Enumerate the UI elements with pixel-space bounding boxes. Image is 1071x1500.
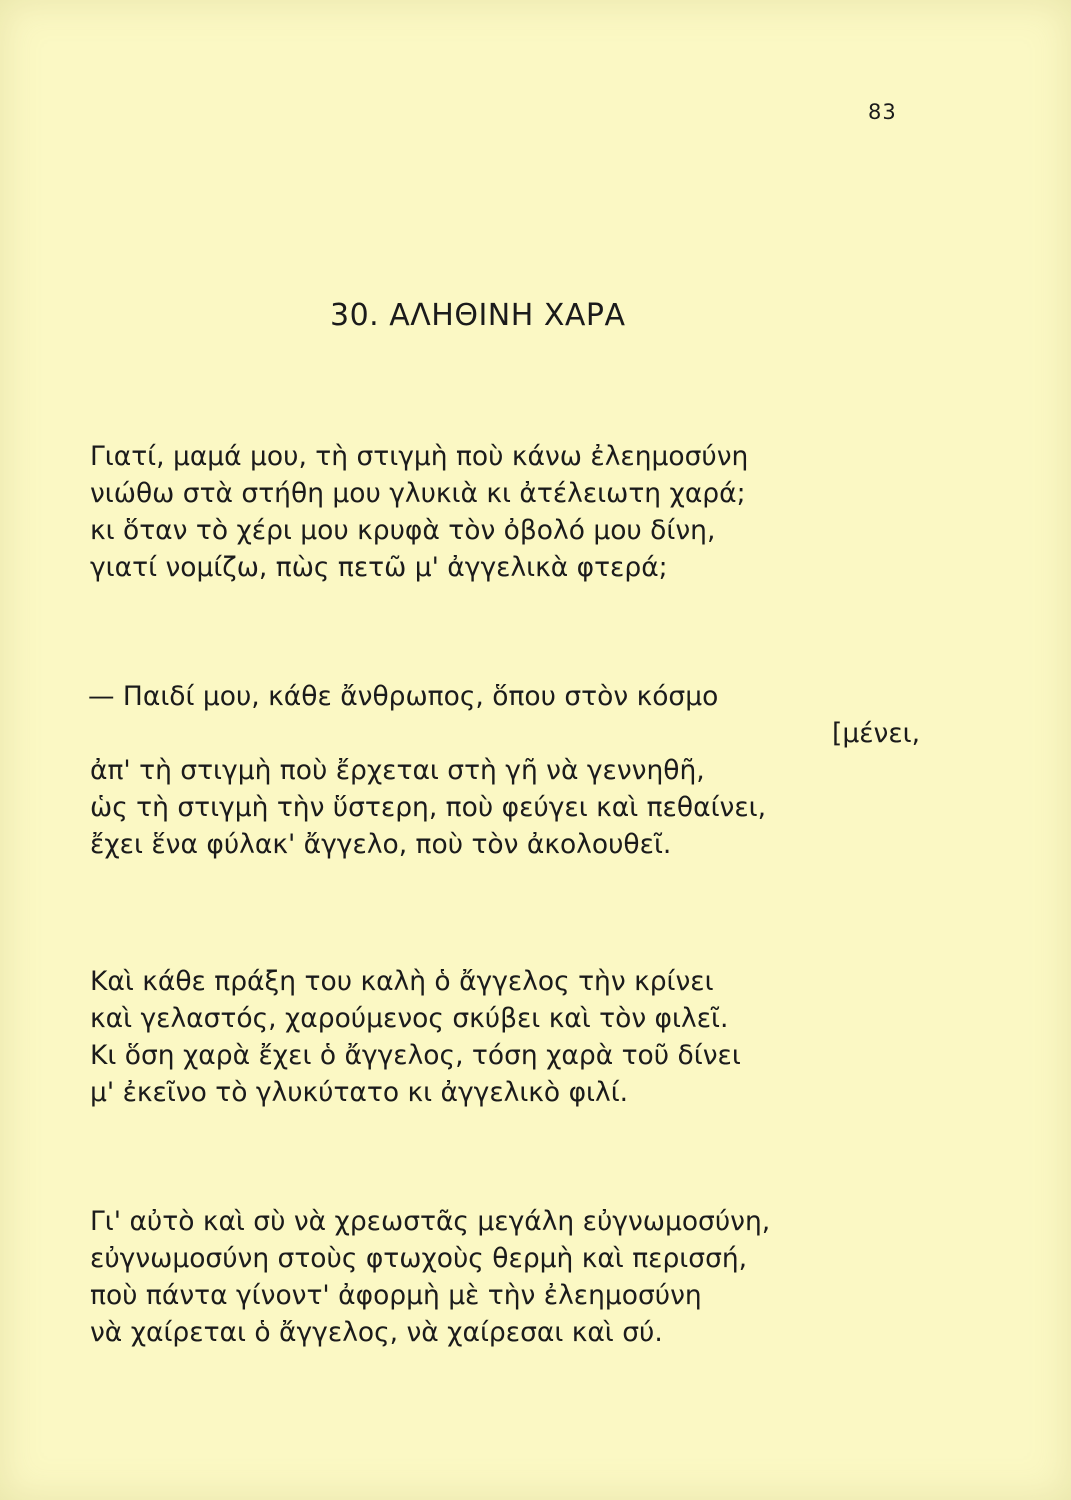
verse-line: Κι ὅση χαρὰ ἔχει ὁ ἄγγελος, τόση χαρὰ τοῦ δίνει <box>90 1040 741 1071</box>
verse-line: Καὶ κάθε πράξη του καλὴ ὁ ἄγγελος τὴν κρίνει <box>90 966 714 997</box>
verse-line: ἔχει ἕνα φύλακ' ἄγγελο, ποὺ τὸν ἀκολουθεῖ. <box>90 829 672 860</box>
verse-line: Γι' αὐτὸ καὶ σὺ νὰ χρεωστᾶς μεγάλη εὐγνωμοσύνη, <box>90 1206 771 1237</box>
verse-line: νὰ χαίρεται ὁ ἄγγελος, νὰ χαίρεσαι καὶ σύ. <box>90 1317 663 1348</box>
verse-line: ἀπ' τὴ στιγμὴ ποὺ ἔρχεται στὴ γῆ νὰ γεννηθῆ, <box>90 755 705 786</box>
verse-line: ὡς τὴ στιγμὴ τὴν ὕστερη, ποὺ φεύγει καὶ πεθαίνει, <box>90 792 767 823</box>
verse-line: κι ὅταν τὸ χέρι μου κρυφὰ τὸν ὀβολό μου δίνη, <box>90 515 716 546</box>
verse-line: Γιατί, μαμά μου, τὴ στιγμὴ ποὺ κάνω ἐλεημοσύνη <box>90 441 749 472</box>
poem-title: 30. ΑΛΗΘΙΝΗ ΧΑΡΑ <box>330 298 626 333</box>
verse-line: νιώθω στὰ στήθη μου γλυκιὰ κι ἀτέλειωτη χαρά; <box>90 478 746 509</box>
verse-line: μ' ἐκεῖνο τὸ γλυκύτατο κι ἀγγελικὸ φιλί. <box>90 1077 629 1108</box>
verse-line: ποὺ πάντα γίνοντ' ἀφορμὴ μὲ τὴν ἐλεημοσύνη <box>90 1280 702 1311</box>
stanza-3 <box>90 963 950 1111</box>
verse-line: εὐγνωμοσύνη στοὺς φτωχοὺς θερμὴ καὶ περισσή, <box>90 1243 748 1274</box>
stanza-2 <box>90 678 950 863</box>
verse-line: γιατί νομίζω, πὼς πετῶ μ' ἀγγελικὰ φτερά; <box>90 552 668 583</box>
stanza-1 <box>90 438 950 586</box>
verse-line: — Παιδί μου, κάθε ἄνθρωπος, ὅπου στὸν κόσμο <box>88 681 719 712</box>
verse-line: καὶ γελαστός, χαρούμενος σκύβει καὶ τὸν φιλεῖ. <box>90 1003 729 1034</box>
page-number: 83 <box>868 100 897 124</box>
stanza-4 <box>90 1203 950 1351</box>
verse-line-continuation: [μένει, <box>832 718 921 749</box>
